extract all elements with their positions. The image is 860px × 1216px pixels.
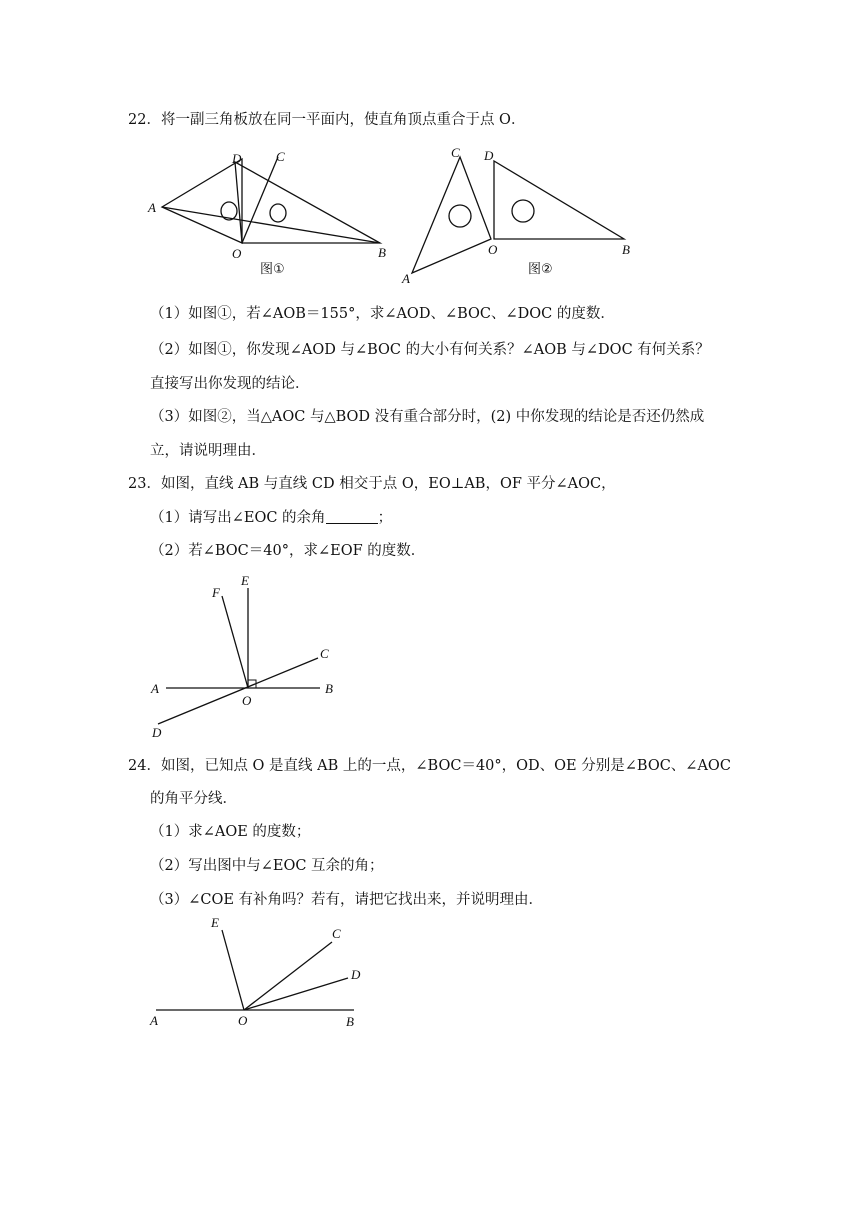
label-b: B — [346, 1014, 354, 1029]
triangle-dob — [494, 161, 624, 239]
q23-part-2: （2）若∠BOC＝40°，求∠EOF 的度数． — [150, 543, 426, 559]
fig1-caption: 图① — [260, 262, 285, 277]
q23-part-1-text: （1）请写出∠EOC 的余角 — [150, 510, 326, 526]
ray-of — [222, 596, 248, 688]
label-e: E — [211, 915, 219, 930]
label-a: A — [151, 681, 159, 696]
ray-oc — [244, 942, 332, 1010]
q22-figure-2 — [398, 143, 638, 285]
label-c: C — [276, 149, 285, 164]
hole-circle — [449, 205, 471, 227]
label-b: B — [325, 681, 333, 696]
ray-oe — [222, 930, 244, 1010]
q22-part-2-line-2: 直接写出你发现的结论． — [150, 376, 310, 392]
label-b: B — [622, 242, 630, 257]
label-b: B — [378, 245, 386, 260]
label-c: C — [320, 646, 329, 661]
label-c: C — [451, 145, 460, 160]
label-o: O — [488, 242, 498, 257]
q23-figure — [148, 572, 348, 742]
q22-stem: 22．将一副三角板放在同一平面内，使直角顶点重合于点 O． — [128, 112, 526, 128]
ray-oc — [242, 157, 278, 243]
answer-blank — [326, 509, 378, 524]
q22-part-2-line-1: （2）如图①，你发现∠AOD 与∠BOC 的大小有何关系？∠AOB 与∠DOC 有何关系？ — [150, 342, 710, 358]
q24-part-3: （3）∠COE 有补角吗？若有，请把它找出来，并说明理由． — [150, 892, 544, 908]
label-a: A — [402, 271, 410, 286]
label-d: D — [152, 725, 162, 740]
q23-part-1-end: ； — [377, 510, 393, 526]
q23-stem: 23．如图，直线 AB 与直线 CD 相交于点 O，EO⊥AB，OF 平分∠AOC， — [128, 476, 616, 492]
q24-figure — [148, 912, 368, 1037]
triangle-aoc — [412, 157, 491, 273]
hole-circle — [512, 200, 534, 222]
label-c: C — [332, 926, 341, 941]
label-f: F — [212, 585, 220, 600]
ray-od — [244, 978, 348, 1010]
fig2-caption: 图② — [528, 262, 553, 277]
label-d: D — [232, 151, 242, 166]
label-a: A — [148, 200, 156, 215]
q22-figure-1 — [140, 145, 400, 280]
label-o: O — [232, 246, 242, 261]
hole-circle — [270, 204, 286, 222]
label-d: D — [484, 148, 494, 163]
line-cd — [158, 658, 318, 724]
label-a: A — [150, 1013, 158, 1028]
q24-stem-line-1: 24．如图，已知点 O 是直线 AB 上的一点，∠BOC＝40°，OD、OE 分别是∠BOC、∠AOC — [128, 758, 731, 774]
label-d: D — [351, 967, 361, 982]
q22-part-3-line-1: （3）如图②，当△AOC 与△BOD 没有重合部分时，(2) 中你发现的结论是否还仍然成 — [150, 409, 705, 425]
label-e: E — [241, 573, 249, 588]
hole-circle — [221, 202, 237, 220]
q23-part-1 — [150, 508, 392, 528]
label-o: O — [238, 1013, 248, 1028]
q24-part-1: （1）求∠AOE 的度数； — [150, 824, 311, 840]
triangle-aod — [162, 159, 242, 243]
q24-stem-line-2: 的角平分线． — [150, 791, 237, 807]
q24-part-2: （2）写出图中与∠EOC 互余的角； — [150, 858, 384, 874]
q22-part-1: （1）如图①，若∠AOB＝155°，求∠AOD、∠BOC、∠DOC 的度数． — [150, 306, 615, 322]
q22-part-3-line-2: 立，请说明理由． — [150, 443, 266, 459]
label-o: O — [242, 693, 252, 708]
